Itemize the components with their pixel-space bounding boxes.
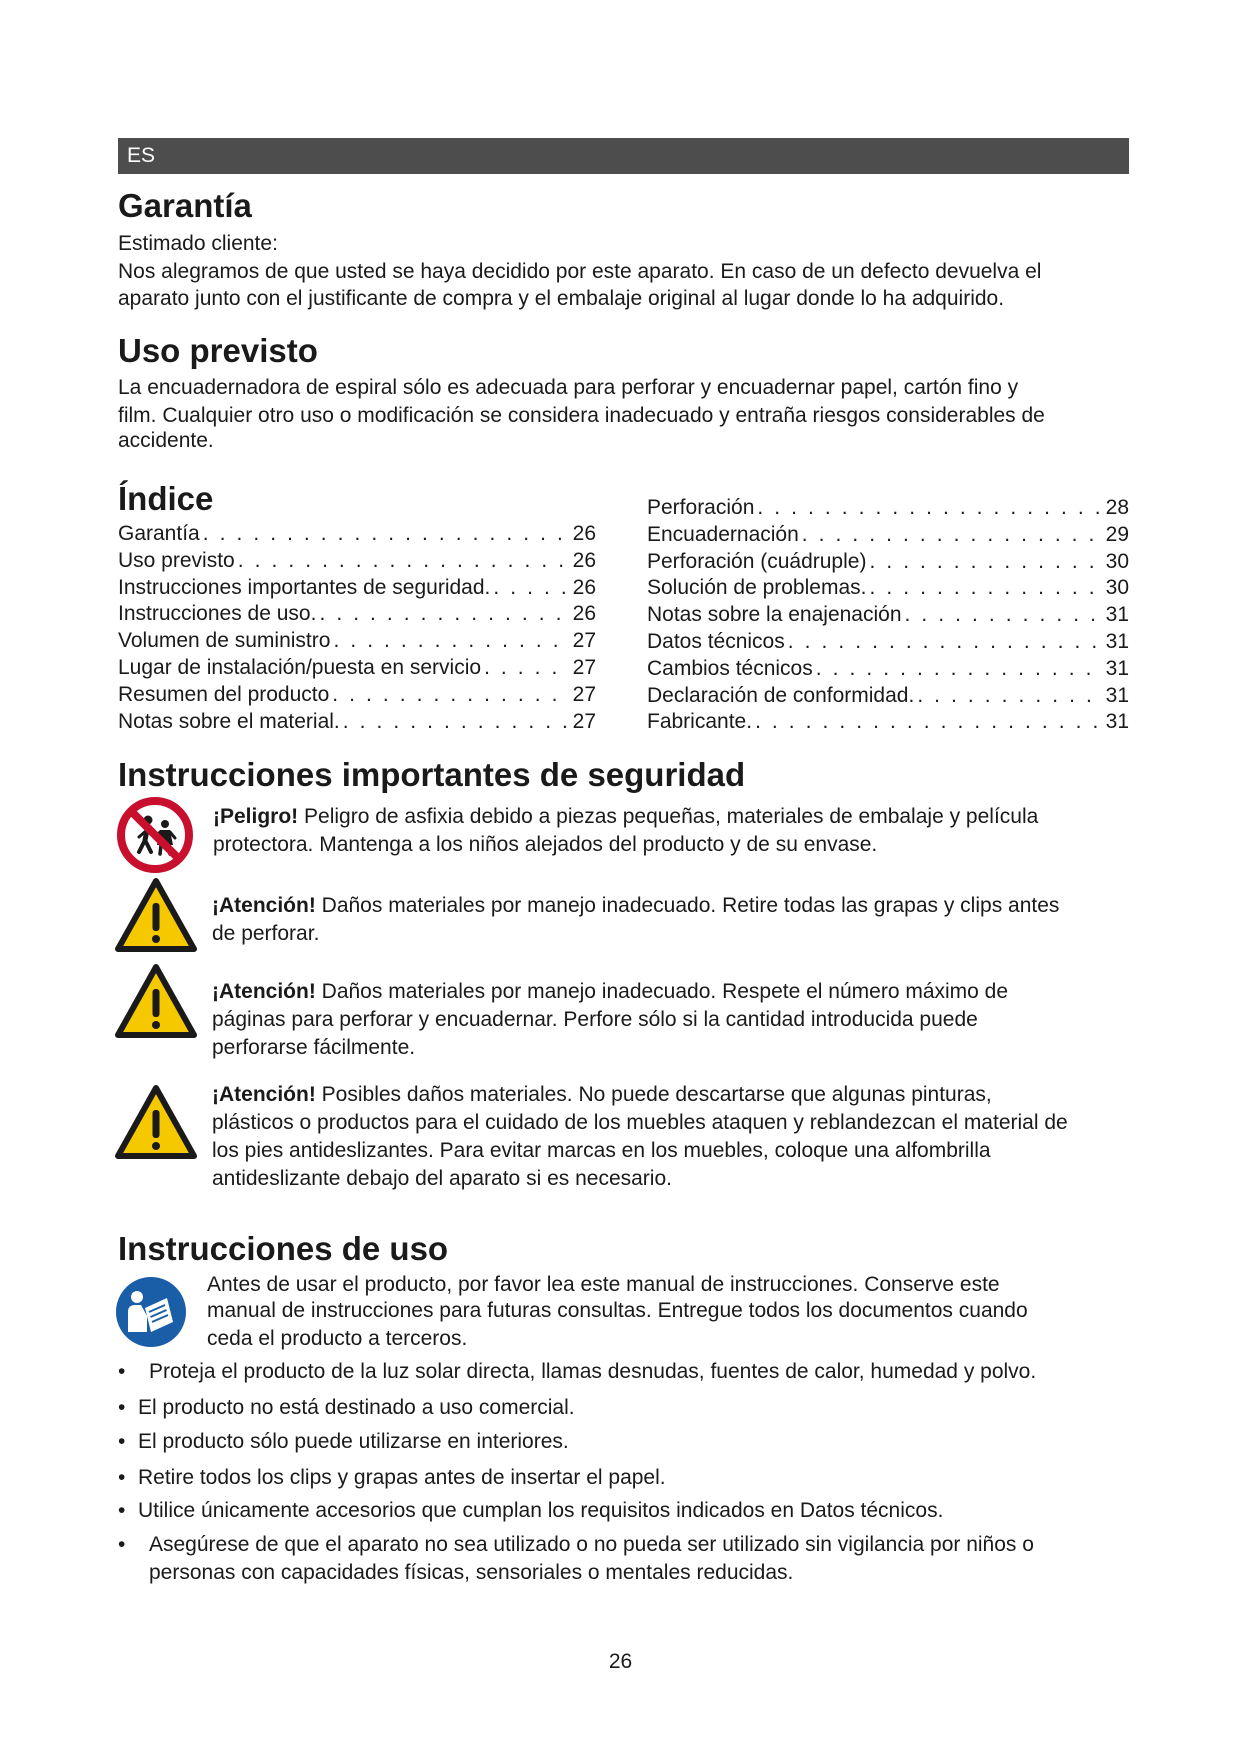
toc-right-column — [647, 495, 1129, 736]
uso-intro-line-1: Antes de usar el producto, por favor lea este manual de instrucciones. Conserve este — [207, 1273, 1000, 1296]
warning-atencion-3-line-4: antideslizante debajo del aparato si es necesario. — [212, 1167, 672, 1190]
toc-entry[interactable]: Notas sobre la enajenación . . . 31 — [647, 602, 1129, 629]
garantia-line-2: aparato junto con el justificante de compra y el embalaje original al lugar donde lo ha adquirido. — [118, 287, 1005, 310]
language-code: ES — [127, 144, 156, 167]
warning-triangle-icon — [114, 963, 198, 1039]
toc-entry[interactable]: Cambios técnicos . . . 31 — [647, 656, 1129, 683]
bullet-point: • — [118, 1499, 126, 1522]
toc-entry[interactable]: Volumen de suministro . . . 27 — [118, 628, 596, 655]
uso-previsto-line-2: film. Cualquier otro uso o modificación se considera inadecuado y entraña riesgos considerables de — [118, 404, 1045, 427]
toc-entry[interactable]: Resumen del producto . . . 27 — [118, 682, 596, 709]
toc-entry[interactable]: Perforación . . . 28 — [647, 495, 1129, 522]
warning-atencion-2-line-1: ¡Atención! Daños materiales por manejo inadecuado. Respete el número máximo de — [212, 980, 1009, 1003]
toc-entry[interactable]: Instrucciones de uso. . . . 26 — [118, 601, 596, 628]
bullet-point: • — [118, 1466, 126, 1489]
toc-entry[interactable]: Solución de problemas. . . . 30 — [647, 575, 1129, 602]
toc-entry[interactable]: Lugar de instalación/puesta en servicio . . . 27 — [118, 655, 596, 682]
toc-entry[interactable]: Instrucciones importantes de seguridad. . . . 26 — [118, 575, 596, 602]
garantia-greeting: Estimado cliente: — [118, 232, 278, 255]
bullet-point: • — [118, 1396, 126, 1419]
uso-previsto-line-3: accidente. — [118, 429, 214, 452]
garantia-line-1: Nos alegramos de que usted se haya decidido por este aparato. En caso de un defecto devuelva el — [118, 260, 1042, 283]
bullet-point: • — [118, 1533, 126, 1556]
warning-atencion-3-line-1: ¡Atención! Posibles daños materiales. No puede descartarse que algunas pinturas, — [212, 1083, 992, 1106]
warning-atencion-1-line-1: ¡Atención! Daños materiales por manejo inadecuado. Retire todas las grapas y clips antes — [212, 894, 1060, 917]
no-children-icon — [115, 795, 195, 875]
bullet-point: • — [118, 1430, 126, 1453]
uso-intro-line-2: manual de instrucciones para futuras consultas. Entregue todos los documentos cuando — [207, 1299, 1028, 1322]
warning-atencion-1-line-2: de perforar. — [212, 922, 320, 945]
toc-entry[interactable]: Fabricante. . . . 31 — [647, 709, 1129, 736]
toc-entry[interactable]: Uso previsto . . . 26 — [118, 548, 596, 575]
warning-triangle-icon — [114, 1084, 198, 1160]
toc-entry[interactable]: Garantía . . . 26 — [118, 521, 596, 548]
seguridad-heading: Instrucciones importantes de seguridad — [118, 756, 746, 793]
warning-peligro-line-1: ¡Peligro! Peligro de asfixia debido a piezas pequeñas, materiales de embalaje y película — [213, 805, 1039, 828]
uso-previsto-line-1: La encuadernadora de espiral sólo es adecuada para perforar y encuadernar papel, cartón fino y — [118, 376, 1019, 399]
toc-entry[interactable]: Notas sobre el material. . . . 27 — [118, 709, 596, 736]
read-manual-icon — [115, 1276, 187, 1348]
warning-atencion-2-line-2: páginas para perforar y encuadernar. Perfore sólo si la cantidad introducida puede — [212, 1008, 978, 1031]
page-number: 26 — [608, 1650, 633, 1673]
bullet-point: • — [118, 1360, 126, 1383]
warning-atencion-3-line-3: los pies antideslizantes. Para evitar marcas en los muebles, coloque una alfombrilla — [212, 1139, 991, 1162]
toc-entry[interactable]: Datos técnicos . . . 31 — [647, 629, 1129, 656]
toc-left-column — [118, 521, 596, 735]
uso-heading: Instrucciones de uso — [118, 1230, 449, 1267]
list-item: • Asegúrese de que el aparato no sea utilizado o no pueda ser utilizado sin vigilancia por niños o personas con capacidades físicas, sensoriales o mentales reducidas. — [118, 1533, 1034, 1584]
uso-intro-line-3: ceda el producto a terceros. — [207, 1327, 468, 1350]
warning-triangle-icon — [114, 877, 198, 953]
language-bar — [118, 138, 1129, 174]
indice-heading: Índice — [118, 480, 214, 517]
toc-entry[interactable]: Encuadernación . . . 29 — [647, 522, 1129, 549]
toc-entry[interactable]: Declaración de conformidad. . . . 31 — [647, 683, 1129, 710]
uso-previsto-heading: Uso previsto — [118, 332, 318, 369]
warning-atencion-2-line-3: perforarse fácilmente. — [212, 1036, 416, 1059]
garantia-heading: Garantía — [118, 187, 252, 224]
warning-peligro-line-2: protectora. Mantenga a los niños alejados del producto y de su envase. — [213, 833, 878, 856]
toc-entry[interactable]: Perforación (cuádruple) . . . 30 — [647, 549, 1129, 576]
warning-atencion-3-line-2: plásticos o productos para el cuidado de los muebles ataquen y reblandezcan el material de — [212, 1111, 1068, 1134]
